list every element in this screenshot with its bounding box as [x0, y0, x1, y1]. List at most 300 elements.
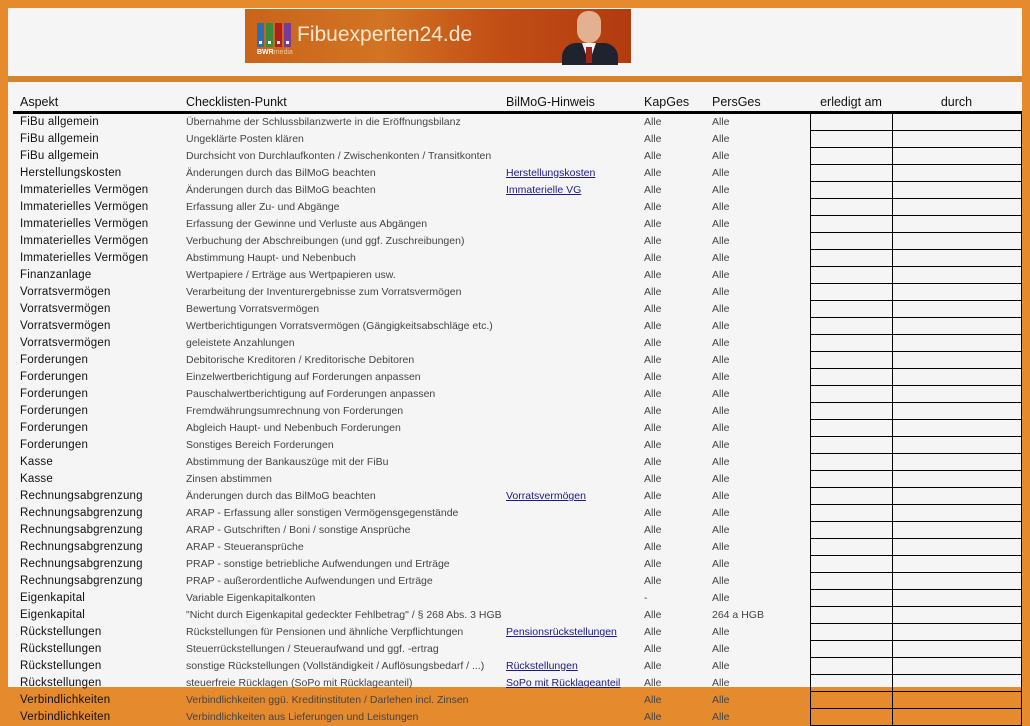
cell-durch-input[interactable]	[892, 420, 1021, 437]
header-aspekt: Aspekt	[13, 88, 179, 113]
cell-bilmog-hinweis	[499, 675, 637, 692]
cell-erledigt-am-input[interactable]	[810, 471, 892, 488]
cell-kapges: Alle	[644, 490, 662, 502]
cell-erledigt-am-input[interactable]	[810, 182, 892, 199]
cell-bilmog-hinweis	[499, 113, 637, 131]
cell-erledigt-am-input[interactable]	[810, 420, 892, 437]
header-area	[8, 8, 1022, 76]
cell-bilmog-hinweis	[499, 709, 637, 726]
cell-durch-input[interactable]	[892, 624, 1021, 641]
cell-bilmog-hinweis	[499, 420, 637, 437]
cell-durch-input[interactable]	[892, 369, 1021, 386]
cell-checklisten-punkt: geleistete Anzahlungen	[186, 337, 295, 349]
cell-checklisten-punkt: ARAP - Erfassung aller sonstigen Vermögensgegenstände	[186, 507, 459, 519]
cell-erledigt-am-input[interactable]	[810, 505, 892, 522]
cell-erledigt-am-input[interactable]	[810, 386, 892, 403]
cell-aspekt: Forderungen	[20, 371, 89, 383]
cell-erledigt-am-input[interactable]	[810, 335, 892, 352]
cell-erledigt-am-input[interactable]	[810, 709, 892, 726]
cell-bilmog-hinweis	[499, 369, 637, 386]
cell-aspekt: Herstellungskosten	[20, 167, 122, 179]
cell-bilmog-hinweis	[499, 624, 637, 641]
cell-persges: Alle	[712, 558, 730, 570]
logo-bar	[284, 23, 291, 47]
cell-durch-input[interactable]	[892, 335, 1021, 352]
cell-durch-input[interactable]	[892, 590, 1021, 607]
cell-kapges: Alle	[644, 167, 662, 179]
cell-durch-input[interactable]	[892, 284, 1021, 301]
cell-persges: Alle	[712, 660, 730, 672]
cell-bilmog-hinweis	[499, 573, 637, 590]
cell-durch-input[interactable]	[892, 352, 1021, 369]
cell-aspekt: Forderungen	[20, 405, 89, 417]
cell-bilmog-hinweis	[499, 641, 637, 658]
cell-checklisten-punkt: "Nicht durch Eigenkapital gedeckter Fehlbetrag" / § 268 Abs. 3 HGB	[186, 609, 502, 621]
cell-kapges: Alle	[644, 558, 662, 570]
cell-aspekt: Rechnungsabgrenzung	[20, 541, 143, 553]
cell-erledigt-am-input[interactable]	[810, 250, 892, 267]
table-row	[13, 250, 1021, 267]
cell-kapges: Alle	[644, 541, 662, 553]
logo-bar	[275, 23, 282, 47]
cell-kapges: Alle	[644, 371, 662, 383]
cell-erledigt-am-input[interactable]	[810, 488, 892, 505]
cell-checklisten-punkt: Abgleich Haupt- und Nebenbuch Forderungen	[186, 422, 401, 434]
table-row	[13, 658, 1021, 675]
cell-checklisten-punkt: Bewertung Vorratsvermögen	[186, 303, 320, 315]
cell-aspekt: Verbindlichkeiten	[20, 694, 111, 706]
cell-erledigt-am-input[interactable]	[810, 199, 892, 216]
cell-checklisten-punkt: PRAP - sonstige betriebliche Aufwendungen und Erträge	[186, 558, 450, 570]
cell-bilmog-hinweis	[499, 437, 637, 454]
cell-erledigt-am-input[interactable]	[810, 403, 892, 420]
cell-erledigt-am-input[interactable]	[810, 539, 892, 556]
logo-bar	[266, 23, 273, 47]
cell-persges: Alle	[712, 643, 730, 655]
cell-persges: Alle	[712, 456, 730, 468]
cell-checklisten-punkt: Verbuchung der Abschreibungen (und ggf. Zuschreibungen)	[186, 235, 465, 247]
cell-erledigt-am-input[interactable]	[810, 352, 892, 369]
cell-persges: Alle	[712, 252, 730, 264]
cell-checklisten-punkt: ARAP - Steueransprüche	[186, 541, 304, 553]
table-row	[13, 556, 1021, 573]
bilmog-link[interactable]: Immaterielle VG	[506, 184, 582, 196]
cell-durch-input[interactable]	[892, 199, 1021, 216]
cell-bilmog-hinweis	[499, 607, 637, 624]
banner-title: Fibuexperten24.de	[297, 23, 473, 46]
cell-kapges: -	[644, 592, 648, 604]
table-row	[13, 454, 1021, 471]
cell-kapges: Alle	[644, 337, 662, 349]
table-row	[13, 573, 1021, 590]
cell-durch-input[interactable]	[892, 488, 1021, 505]
cell-kapges: Alle	[644, 575, 662, 587]
cell-aspekt: Kasse	[20, 456, 53, 468]
cell-persges: Alle	[712, 354, 730, 366]
cell-durch-input[interactable]	[892, 131, 1021, 148]
cell-kapges: Alle	[644, 286, 662, 298]
table-row	[13, 113, 1021, 131]
cell-kapges: Alle	[644, 422, 662, 434]
cell-checklisten-punkt: Verarbeitung der Inventurergebnisse zum Vorratsvermögen	[186, 286, 462, 298]
cell-aspekt: Vorratsvermögen	[20, 337, 111, 349]
cell-aspekt: Forderungen	[20, 439, 89, 451]
cell-bilmog-hinweis	[499, 352, 637, 369]
cell-durch-input[interactable]	[892, 658, 1021, 675]
cell-aspekt: Rückstellungen	[20, 677, 102, 689]
header-durch: durch	[892, 88, 1021, 113]
cell-persges: Alle	[712, 439, 730, 451]
cell-durch-input[interactable]	[892, 216, 1021, 233]
table-row	[13, 692, 1021, 709]
table-row	[13, 216, 1021, 233]
cell-erledigt-am-input[interactable]	[810, 675, 892, 692]
cell-erledigt-am-input[interactable]	[810, 284, 892, 301]
cell-bilmog-hinweis	[499, 131, 637, 148]
cell-erledigt-am-input[interactable]	[810, 113, 892, 131]
cell-bilmog-hinweis	[499, 386, 637, 403]
cell-erledigt-am-input[interactable]	[810, 233, 892, 250]
header-checklisten-punkt: Checklisten-Punkt	[179, 88, 499, 113]
cell-durch-input[interactable]	[892, 113, 1021, 131]
cell-persges: Alle	[712, 473, 730, 485]
cell-bilmog-hinweis	[499, 505, 637, 522]
table-row	[13, 182, 1021, 199]
cell-checklisten-punkt: Durchsicht von Durchlaufkonten / Zwischenkonten / Transitkonten	[186, 150, 492, 162]
cell-aspekt: Vorratsvermögen	[20, 320, 111, 332]
cell-erledigt-am-input[interactable]	[810, 658, 892, 675]
cell-kapges: Alle	[644, 677, 662, 689]
cell-kapges: Alle	[644, 643, 662, 655]
cell-kapges: Alle	[644, 354, 662, 366]
cell-kapges: Alle	[644, 184, 662, 196]
cell-bilmog-hinweis	[499, 658, 637, 675]
cell-persges: Alle	[712, 711, 730, 723]
cell-checklisten-punkt: Rückstellungen für Pensionen und ähnliche Verpflichtungen	[186, 626, 464, 638]
cell-persges: Alle	[712, 337, 730, 349]
cell-durch-input[interactable]	[892, 148, 1021, 165]
table-row	[13, 131, 1021, 148]
cell-kapges: Alle	[644, 456, 662, 468]
cell-checklisten-punkt: Steuerrückstellungen / Steueraufwand und ggf. -ertrag	[186, 643, 439, 655]
table-row	[13, 641, 1021, 658]
cell-aspekt: Rückstellungen	[20, 626, 102, 638]
cell-erledigt-am-input[interactable]	[810, 556, 892, 573]
table-row	[13, 301, 1021, 318]
cell-erledigt-am-input[interactable]	[810, 131, 892, 148]
cell-durch-input[interactable]	[892, 539, 1021, 556]
cell-aspekt: Rechnungsabgrenzung	[20, 507, 143, 519]
table-row	[13, 165, 1021, 182]
cell-aspekt: Rechnungsabgrenzung	[20, 524, 143, 536]
table-row	[13, 590, 1021, 607]
cell-persges: Alle	[712, 116, 730, 129]
table-row	[13, 148, 1021, 165]
cell-erledigt-am-input[interactable]	[810, 454, 892, 471]
cell-persges: Alle	[712, 405, 730, 417]
cell-bilmog-hinweis	[499, 165, 637, 182]
cell-erledigt-am-input[interactable]	[810, 301, 892, 318]
cell-kapges: Alle	[644, 694, 662, 706]
cell-kapges: Alle	[644, 269, 662, 281]
header-erledigt-am: erledigt am	[810, 88, 892, 113]
cell-aspekt: Vorratsvermögen	[20, 303, 111, 315]
cell-durch-input[interactable]	[892, 641, 1021, 658]
table-row	[13, 420, 1021, 437]
cell-bilmog-hinweis	[499, 318, 637, 335]
person-photo	[560, 9, 620, 63]
cell-bilmog-hinweis	[499, 454, 637, 471]
cell-aspekt: FiBu allgemein	[20, 133, 99, 145]
cell-checklisten-punkt: Änderungen durch das BilMoG beachten	[186, 490, 376, 502]
cell-checklisten-punkt: Abstimmung Haupt- und Nebenbuch	[186, 252, 356, 264]
cell-persges: Alle	[712, 592, 730, 604]
cell-kapges: Alle	[644, 473, 662, 485]
cell-checklisten-punkt: Variable Eigenkapitalkonten	[186, 592, 316, 604]
cell-erledigt-am-input[interactable]	[810, 607, 892, 624]
cell-aspekt: Finanzanlage	[20, 269, 92, 281]
cell-aspekt: Forderungen	[20, 354, 89, 366]
cell-persges: Alle	[712, 524, 730, 536]
header-bilmog-hinweis: BilMoG-Hinweis	[499, 88, 637, 113]
cell-durch-input[interactable]	[892, 301, 1021, 318]
cell-persges: Alle	[712, 371, 730, 383]
cell-erledigt-am-input[interactable]	[810, 437, 892, 454]
cell-checklisten-punkt: steuerfreie Rücklagen (SoPo mit Rücklageanteil)	[186, 677, 413, 689]
cell-checklisten-punkt: Erfassung der Gewinne und Verluste aus Abgängen	[186, 218, 428, 230]
header-divider	[8, 76, 1022, 82]
table-body	[13, 113, 1021, 726]
cell-persges: Alle	[712, 320, 730, 332]
cell-kapges: Alle	[644, 218, 662, 230]
cell-persges: Alle	[712, 626, 730, 638]
cell-persges: Alle	[712, 184, 730, 196]
cell-checklisten-punkt: ARAP - Gutschriften / Boni / sonstige Ansprüche	[186, 524, 411, 536]
cell-persges: Alle	[712, 286, 730, 298]
cell-aspekt: Immaterielles Vermögen	[20, 252, 149, 264]
cell-checklisten-punkt: Erfassung aller Zu- und Abgänge	[186, 201, 340, 213]
table-row	[13, 233, 1021, 250]
cell-checklisten-punkt: Abstimmung der Bankauszüge mit der FiBu	[186, 456, 389, 468]
cell-durch-input[interactable]	[892, 471, 1021, 488]
cell-persges: Alle	[712, 235, 730, 247]
cell-aspekt: Forderungen	[20, 388, 89, 400]
cell-aspekt: Immaterielles Vermögen	[20, 218, 149, 230]
table-row	[13, 505, 1021, 522]
table-row	[13, 607, 1021, 624]
cell-kapges: Alle	[644, 303, 662, 315]
cell-kapges: Alle	[644, 133, 662, 145]
cell-durch-input[interactable]	[892, 233, 1021, 250]
cell-bilmog-hinweis	[499, 301, 637, 318]
cell-kapges: Alle	[644, 201, 662, 213]
cell-erledigt-am-input[interactable]	[810, 216, 892, 233]
cell-bilmog-hinweis	[499, 335, 637, 352]
table-row	[13, 471, 1021, 488]
cell-erledigt-am-input[interactable]	[810, 267, 892, 284]
cell-persges: Alle	[712, 150, 730, 162]
cell-aspekt: Immaterielles Vermögen	[20, 184, 149, 196]
cell-aspekt: Forderungen	[20, 422, 89, 434]
table-row	[13, 403, 1021, 420]
cell-checklisten-punkt: Änderungen durch das BilMoG beachten	[186, 167, 376, 179]
cell-erledigt-am-input[interactable]	[810, 148, 892, 165]
table-row	[13, 386, 1021, 403]
cell-kapges: Alle	[644, 116, 662, 129]
table-row	[13, 675, 1021, 692]
bilmog-link[interactable]: Pensionsrückstellungen	[506, 626, 617, 638]
cell-erledigt-am-input[interactable]	[810, 573, 892, 590]
cell-checklisten-punkt: Übernahme der Schlussbilanzwerte in die Eröffnungsbilanz	[186, 116, 461, 129]
cell-durch-input[interactable]	[892, 318, 1021, 335]
cell-aspekt: Vorratsvermögen	[20, 286, 111, 298]
table-row	[13, 284, 1021, 301]
cell-bilmog-hinweis	[499, 692, 637, 709]
cell-checklisten-punkt: Fremdwährungsumrechnung von Forderungen	[186, 405, 404, 417]
cell-erledigt-am-input[interactable]	[810, 318, 892, 335]
cell-bilmog-hinweis	[499, 267, 637, 284]
cell-checklisten-punkt: Pauschalwertberichtigung auf Forderungen anpassen	[186, 388, 436, 400]
cell-kapges: Alle	[644, 524, 662, 536]
cell-aspekt: Eigenkapital	[20, 609, 86, 621]
checklist-table	[13, 88, 1022, 726]
cell-bilmog-hinweis	[499, 590, 637, 607]
table-row	[13, 709, 1021, 726]
cell-aspekt: FiBu allgemein	[20, 116, 99, 129]
cell-aspekt: Verbindlichkeiten	[20, 711, 111, 723]
cell-persges: Alle	[712, 677, 730, 689]
cell-kapges: Alle	[644, 439, 662, 451]
cell-checklisten-punkt: Debitorische Kreditoren / Kreditorische Debitoren	[186, 354, 415, 366]
cell-durch-input[interactable]	[892, 692, 1021, 709]
cell-aspekt: Rechnungsabgrenzung	[20, 490, 143, 502]
table-row	[13, 437, 1021, 454]
cell-bilmog-hinweis	[499, 488, 637, 505]
cell-checklisten-punkt: sonstige Rückstellungen (Vollständigkeit / Auflösungsbedarf / ...)	[186, 660, 485, 672]
cell-persges: Alle	[712, 694, 730, 706]
cell-durch-input[interactable]	[892, 573, 1021, 590]
cell-erledigt-am-input[interactable]	[810, 165, 892, 182]
cell-persges: Alle	[712, 541, 730, 553]
table-row	[13, 199, 1021, 216]
cell-kapges: Alle	[644, 252, 662, 264]
cell-durch-input[interactable]	[892, 556, 1021, 573]
cell-kapges: Alle	[644, 711, 662, 723]
table-row	[13, 369, 1021, 386]
cell-checklisten-punkt: Verbindlichkeiten aus Lieferungen und Leistungen	[186, 711, 419, 723]
cell-persges: Alle	[712, 218, 730, 230]
bilmog-link[interactable]: Rückstellungen	[506, 660, 578, 672]
cell-bilmog-hinweis	[499, 539, 637, 556]
cell-durch-input[interactable]	[892, 182, 1021, 199]
cell-aspekt: FiBu allgemein	[20, 150, 99, 162]
cell-durch-input[interactable]	[892, 267, 1021, 284]
header-persges: PersGes	[705, 88, 810, 113]
cell-checklisten-punkt: PRAP - außerordentliche Aufwendungen und Erträge	[186, 575, 433, 587]
cell-bilmog-hinweis	[499, 182, 637, 199]
cell-kapges: Alle	[644, 626, 662, 638]
cell-bilmog-hinweis	[499, 233, 637, 250]
cell-durch-input[interactable]	[892, 607, 1021, 624]
bwr-logo-icon	[257, 23, 291, 47]
cell-erledigt-am-input[interactable]	[810, 522, 892, 539]
table-row	[13, 522, 1021, 539]
table-row	[13, 335, 1021, 352]
cell-persges: Alle	[712, 303, 730, 315]
bilmog-link[interactable]: Vorratsvermögen	[506, 490, 586, 502]
cell-checklisten-punkt: Einzelwertberichtigung auf Forderungen anpassen	[186, 371, 421, 383]
table-row	[13, 539, 1021, 556]
cell-erledigt-am-input[interactable]	[810, 624, 892, 641]
cell-persges: Alle	[712, 490, 730, 502]
brand-label: BWRmedia	[257, 49, 293, 56]
cell-kapges: Alle	[644, 507, 662, 519]
cell-aspekt: Rechnungsabgrenzung	[20, 575, 143, 587]
cell-durch-input[interactable]	[892, 454, 1021, 471]
cell-checklisten-punkt: Verbindlichkeiten ggü. Kreditinstituten / Darlehen incl. Zinsen	[186, 694, 469, 706]
cell-aspekt: Rückstellungen	[20, 660, 102, 672]
cell-durch-input[interactable]	[892, 522, 1021, 539]
cell-bilmog-hinweis	[499, 148, 637, 165]
cell-kapges: Alle	[644, 405, 662, 417]
cell-erledigt-am-input[interactable]	[810, 590, 892, 607]
table-row	[13, 318, 1021, 335]
cell-persges: Alle	[712, 388, 730, 400]
cell-durch-input[interactable]	[892, 403, 1021, 420]
header-kapges: KapGes	[637, 88, 705, 113]
cell-bilmog-hinweis	[499, 284, 637, 301]
bilmog-link[interactable]: SoPo mit Rücklageanteil	[506, 677, 621, 689]
cell-persges: Alle	[712, 422, 730, 434]
cell-bilmog-hinweis	[499, 471, 637, 488]
cell-durch-input[interactable]	[892, 386, 1021, 403]
cell-bilmog-hinweis	[499, 403, 637, 420]
cell-persges: Alle	[712, 201, 730, 213]
site-banner[interactable]	[245, 9, 631, 63]
cell-durch-input[interactable]	[892, 709, 1021, 726]
cell-kapges: Alle	[644, 388, 662, 400]
cell-persges: 264 a HGB	[712, 609, 764, 621]
bilmog-link[interactable]: Herstellungskosten	[506, 167, 596, 179]
cell-persges: Alle	[712, 167, 730, 179]
page-frame	[8, 8, 1022, 723]
cell-erledigt-am-input[interactable]	[810, 369, 892, 386]
cell-persges: Alle	[712, 269, 730, 281]
cell-checklisten-punkt: Wertberichtigungen Vorratsvermögen (Gängigkeitsabschläge etc.)	[186, 320, 493, 332]
table-row	[13, 488, 1021, 505]
cell-durch-input[interactable]	[892, 437, 1021, 454]
cell-checklisten-punkt: Änderungen durch das BilMoG beachten	[186, 184, 376, 196]
cell-durch-input[interactable]	[892, 250, 1021, 267]
cell-persges: Alle	[712, 133, 730, 145]
cell-aspekt: Rückstellungen	[20, 643, 102, 655]
cell-erledigt-am-input[interactable]	[810, 692, 892, 709]
cell-kapges: Alle	[644, 609, 662, 621]
cell-aspekt: Immaterielles Vermögen	[20, 201, 149, 213]
cell-durch-input[interactable]	[892, 505, 1021, 522]
cell-erledigt-am-input[interactable]	[810, 641, 892, 658]
cell-aspekt: Immaterielles Vermögen	[20, 235, 149, 247]
cell-kapges: Alle	[644, 235, 662, 247]
cell-checklisten-punkt: Zinsen abstimmen	[186, 473, 272, 485]
cell-checklisten-punkt: Sonstiges Bereich Forderungen	[186, 439, 334, 451]
cell-durch-input[interactable]	[892, 675, 1021, 692]
cell-durch-input[interactable]	[892, 165, 1021, 182]
table-row	[13, 352, 1021, 369]
cell-checklisten-punkt: Wertpapiere / Erträge aus Wertpapieren usw.	[186, 269, 396, 281]
cell-persges: Alle	[712, 575, 730, 587]
cell-kapges: Alle	[644, 320, 662, 332]
